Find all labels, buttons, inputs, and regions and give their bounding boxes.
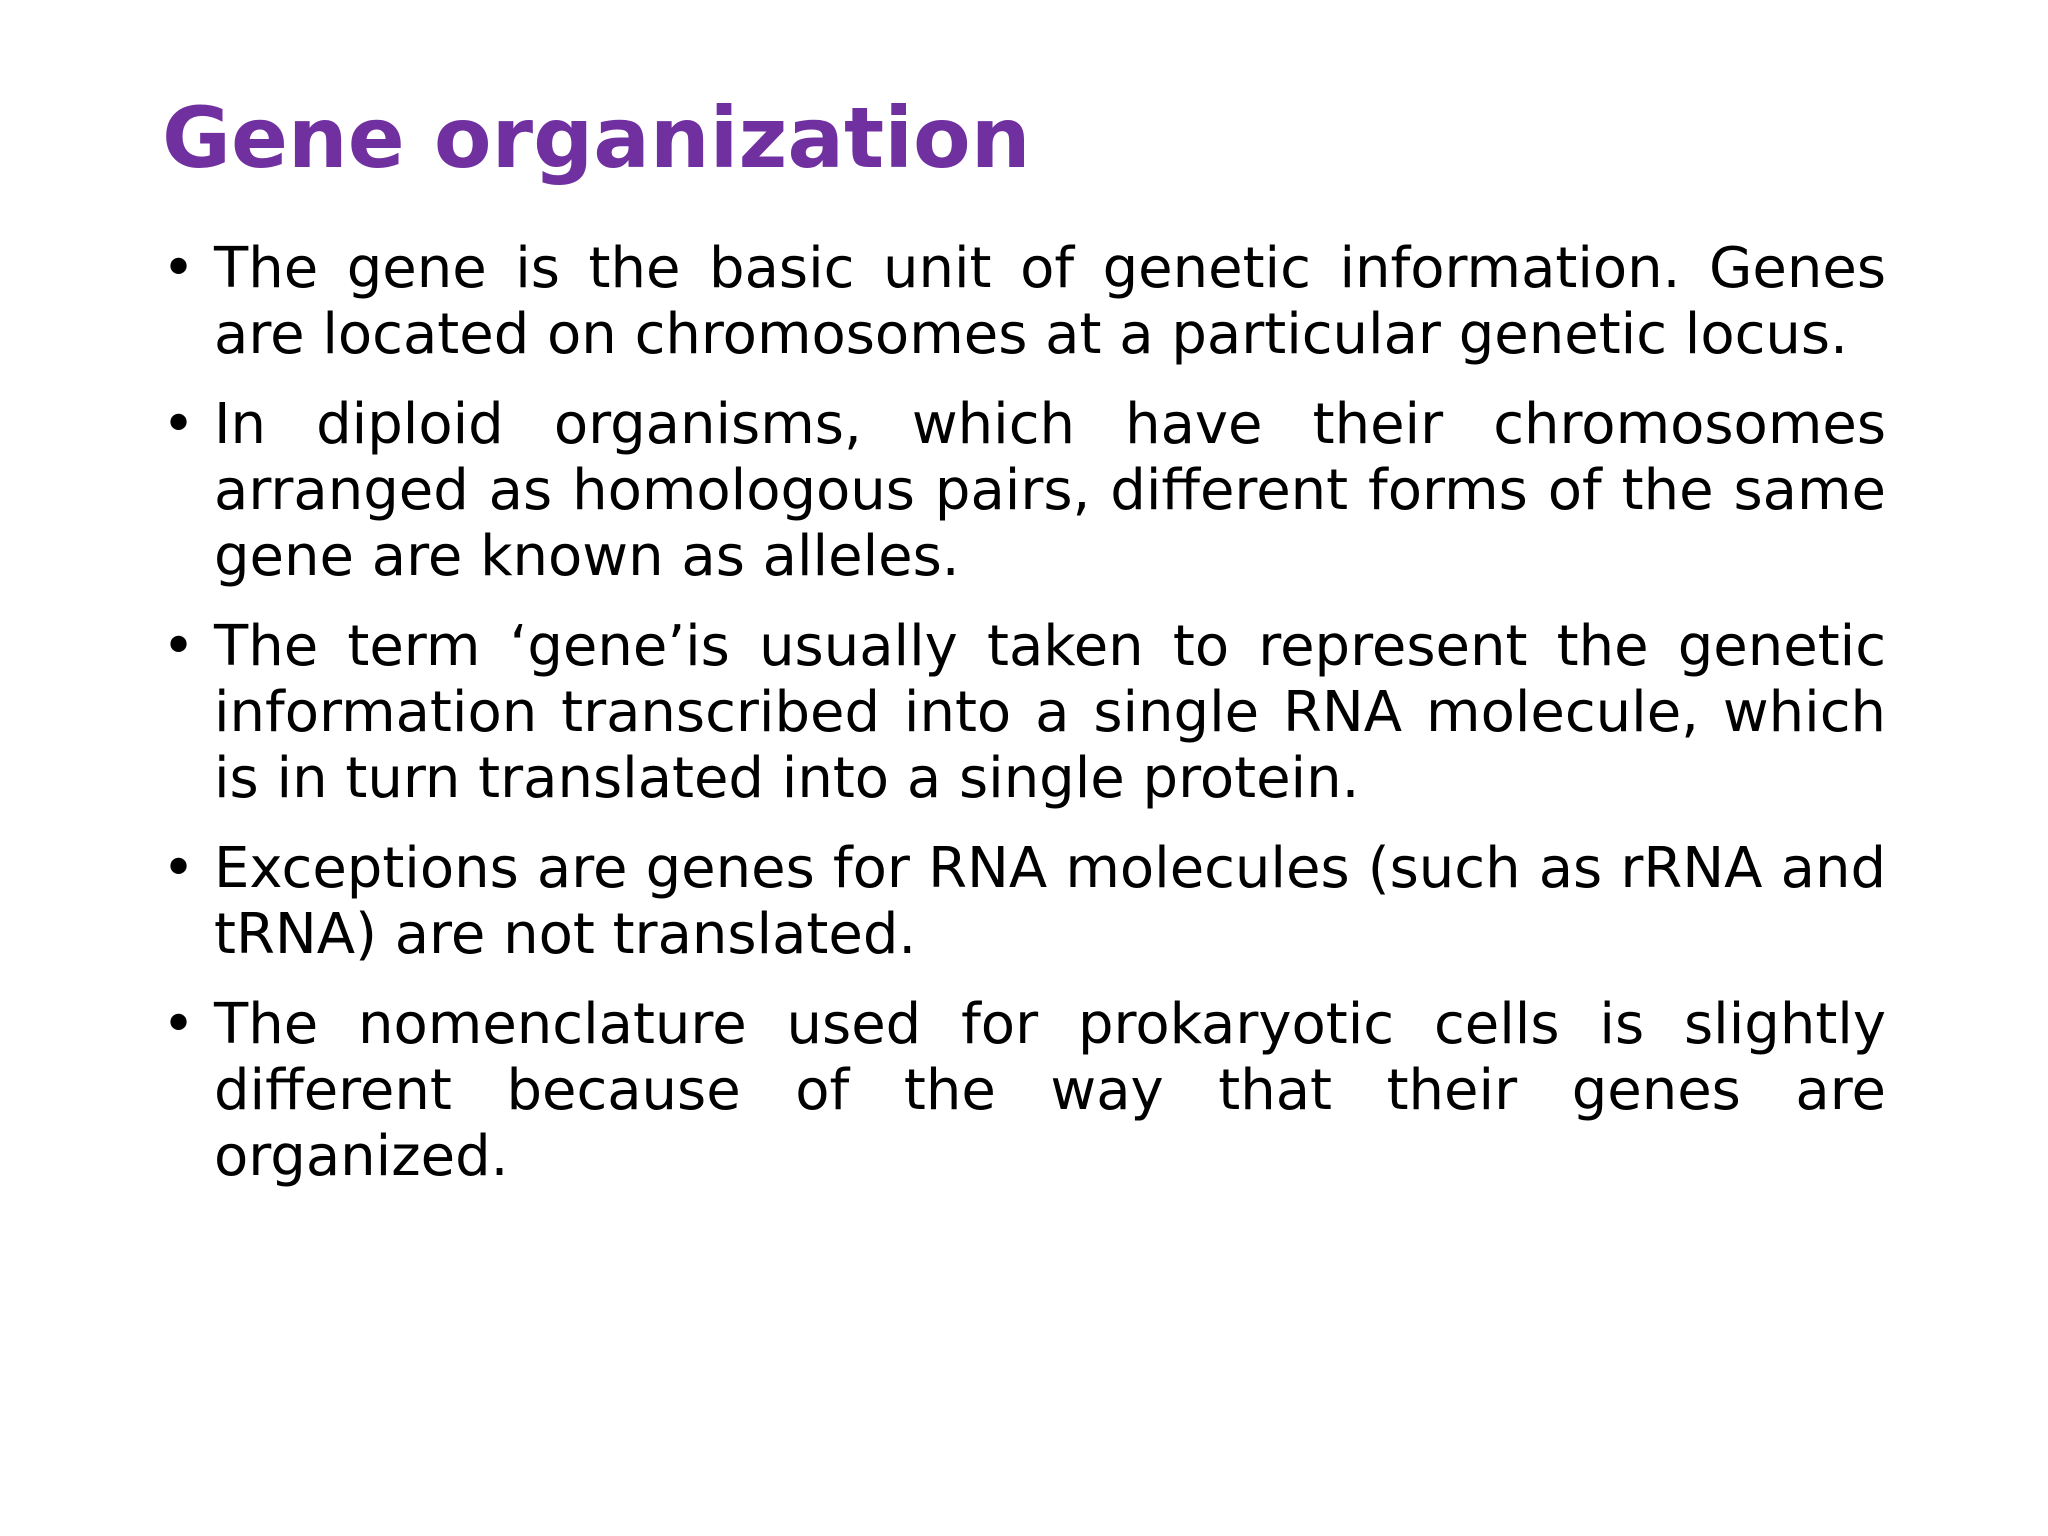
bullet-text: Exceptions are genes for RNA molecules (such as rRNA and tRNA) are not translated. xyxy=(214,836,1886,967)
bullet-item-2 xyxy=(162,392,1886,590)
bullet-icon: • xyxy=(162,614,196,679)
bullet-icon: • xyxy=(162,392,196,457)
bullet-text: The term ‘gene’is usually taken to represent the genetic information transcribed into a single RNA molecule, which is in turn translated into a single protein. xyxy=(214,614,1886,811)
bullet-text: In diploid organisms, which have their chromosomes arranged as homologous pairs, different forms of the same gene are known as alleles. xyxy=(214,392,1886,589)
bullet-icon: • xyxy=(162,236,196,301)
bullet-text: The nomenclature used for prokaryotic cells is slightly different because of the way that their genes are organized. xyxy=(214,992,1886,1189)
bullet-item-4 xyxy=(162,836,1886,968)
bullet-icon: • xyxy=(162,992,196,1057)
bullet-item-3 xyxy=(162,614,1886,812)
slide-title: Gene organization xyxy=(162,89,1031,187)
bullet-list xyxy=(162,236,1886,1214)
bullet-item-1 xyxy=(162,236,1886,368)
bullet-text: The gene is the basic unit of genetic information. Genes are located on chromosomes at a particular genetic locus. xyxy=(214,236,1886,367)
bullet-item-5 xyxy=(162,992,1886,1190)
bullet-icon: • xyxy=(162,836,196,901)
